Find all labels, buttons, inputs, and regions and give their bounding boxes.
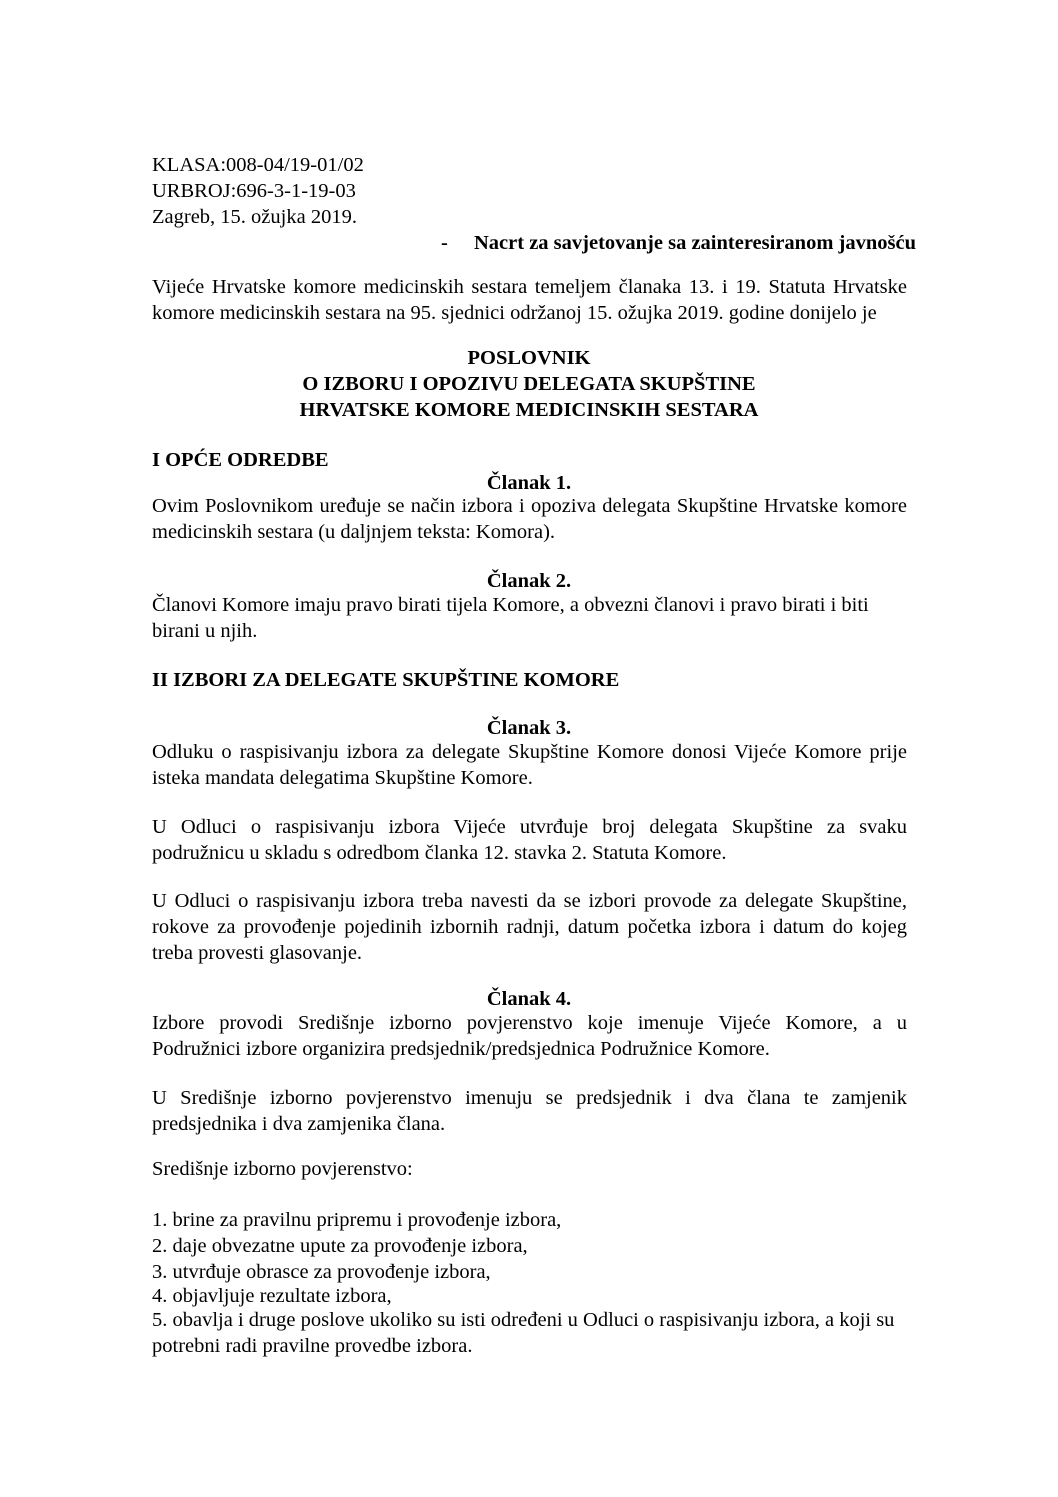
- article-1-heading: Članak 1.: [486, 472, 572, 494]
- title-line-2: O IZBORU I OPOZIVU DELEGATA SKUPŠTINE: [302, 373, 756, 395]
- list-item-3: 3. utvrđuje obrasce za provođenje izbora,: [152, 1261, 491, 1283]
- article-2-heading: Članak 2.: [486, 570, 572, 592]
- article-4-p3: Središnje izborno povjerenstvo:: [152, 1158, 413, 1180]
- place-date-line: Zagreb, 15. ožujka 2019.: [152, 206, 357, 228]
- article-2-line-1: Članovi Komore imaju pravo birati tijela Komore, a obvezni članovi i pravo birati i biti: [152, 594, 869, 616]
- article-2-line-2: birani u njih.: [152, 620, 258, 642]
- draft-dash: -: [441, 232, 448, 254]
- article-3-p1-line-2: isteka mandata delegatima Skupštine Komore.: [152, 767, 533, 789]
- preamble-line-1: Vijeće Hrvatske komore medicinskih sestara temeljem članaka 13. i 19. Statuta Hrvatske: [152, 276, 907, 298]
- draft-note: Nacrt za savjetovanje sa zainteresiranom javnošću: [474, 232, 916, 254]
- preamble-line-2: komore medicinskih sestara na 95. sjednici održanoj 15. ožujka 2019. godine donijelo je: [152, 302, 877, 324]
- article-1-line-1: Ovim Poslovnikom uređuje se način izbora i opoziva delegata Skupštine Hrvatske komore: [152, 495, 907, 517]
- article-4-p2-line-1: U Središnje izborno povjerenstvo imenuju se predsjednik i dva člana te zamjenik: [152, 1087, 907, 1109]
- article-1-line-2: medicinskih sestara (u daljnjem teksta: Komora).: [152, 521, 556, 543]
- article-3-p1-line-1: Odluku o raspisivanju izbora za delegate Skupštine Komore donosi Vijeće Komore prije: [152, 741, 907, 763]
- section-heading-1: I OPĆE ODREDBE: [152, 449, 329, 471]
- article-3-p3-line-2: rokove za provođenje pojedinih izbornih radnji, datum početka izbora i datum do kojeg: [152, 916, 907, 938]
- urbroj-line: URBROJ:696-3-1-19-03: [152, 180, 356, 202]
- list-item-5-continued: potrebni radi pravilne provedbe izbora.: [152, 1335, 473, 1357]
- title-line-3: HRVATSKE KOMORE MEDICINSKIH SESTARA: [299, 399, 759, 421]
- article-4-p1-line-2: Podružnici izbore organizira predsjednik/predsjednica Podružnice Komore.: [152, 1038, 770, 1060]
- list-item-5: 5. obavlja i druge poslove ukoliko su isti određeni u Odluci o raspisivanju izbora, a koji su: [152, 1309, 895, 1331]
- list-item-1: 1. brine za pravilnu pripremu i provođenje izbora,: [152, 1209, 562, 1231]
- section-heading-2: II IZBORI ZA DELEGATE SKUPŠTINE KOMORE: [152, 669, 620, 691]
- article-4-heading: Članak 4.: [486, 988, 572, 1010]
- list-item-2: 2. daje obvezatne upute za provođenje izbora,: [152, 1235, 528, 1257]
- article-4-p1-line-1: Izbore provodi Središnje izborno povjerenstvo koje imenuje Vijeće Komore, a u: [152, 1012, 907, 1034]
- article-3-p3-line-1: U Odluci o raspisivanju izbora treba navesti da se izbori provode za delegate Skupštine,: [152, 890, 907, 912]
- article-3-heading: Članak 3.: [486, 717, 572, 739]
- article-3-p2-line-2: podružnicu u skladu s odredbom članka 12. stavka 2. Statuta Komore.: [152, 842, 727, 864]
- klasa-line: KLASA:008-04/19-01/02: [152, 154, 364, 176]
- list-item-4: 4. objavljuje rezultate izbora,: [152, 1285, 392, 1307]
- title-line-1: POSLOVNIK: [467, 347, 591, 369]
- article-3-p3-line-3: treba provesti glasovanje.: [152, 942, 363, 964]
- article-4-p2-line-2: predsjednika i dva zamjenika člana.: [152, 1113, 446, 1135]
- article-3-p2-line-1: U Odluci o raspisivanju izbora Vijeće utvrđuje broj delegata Skupštine za svaku: [152, 816, 907, 838]
